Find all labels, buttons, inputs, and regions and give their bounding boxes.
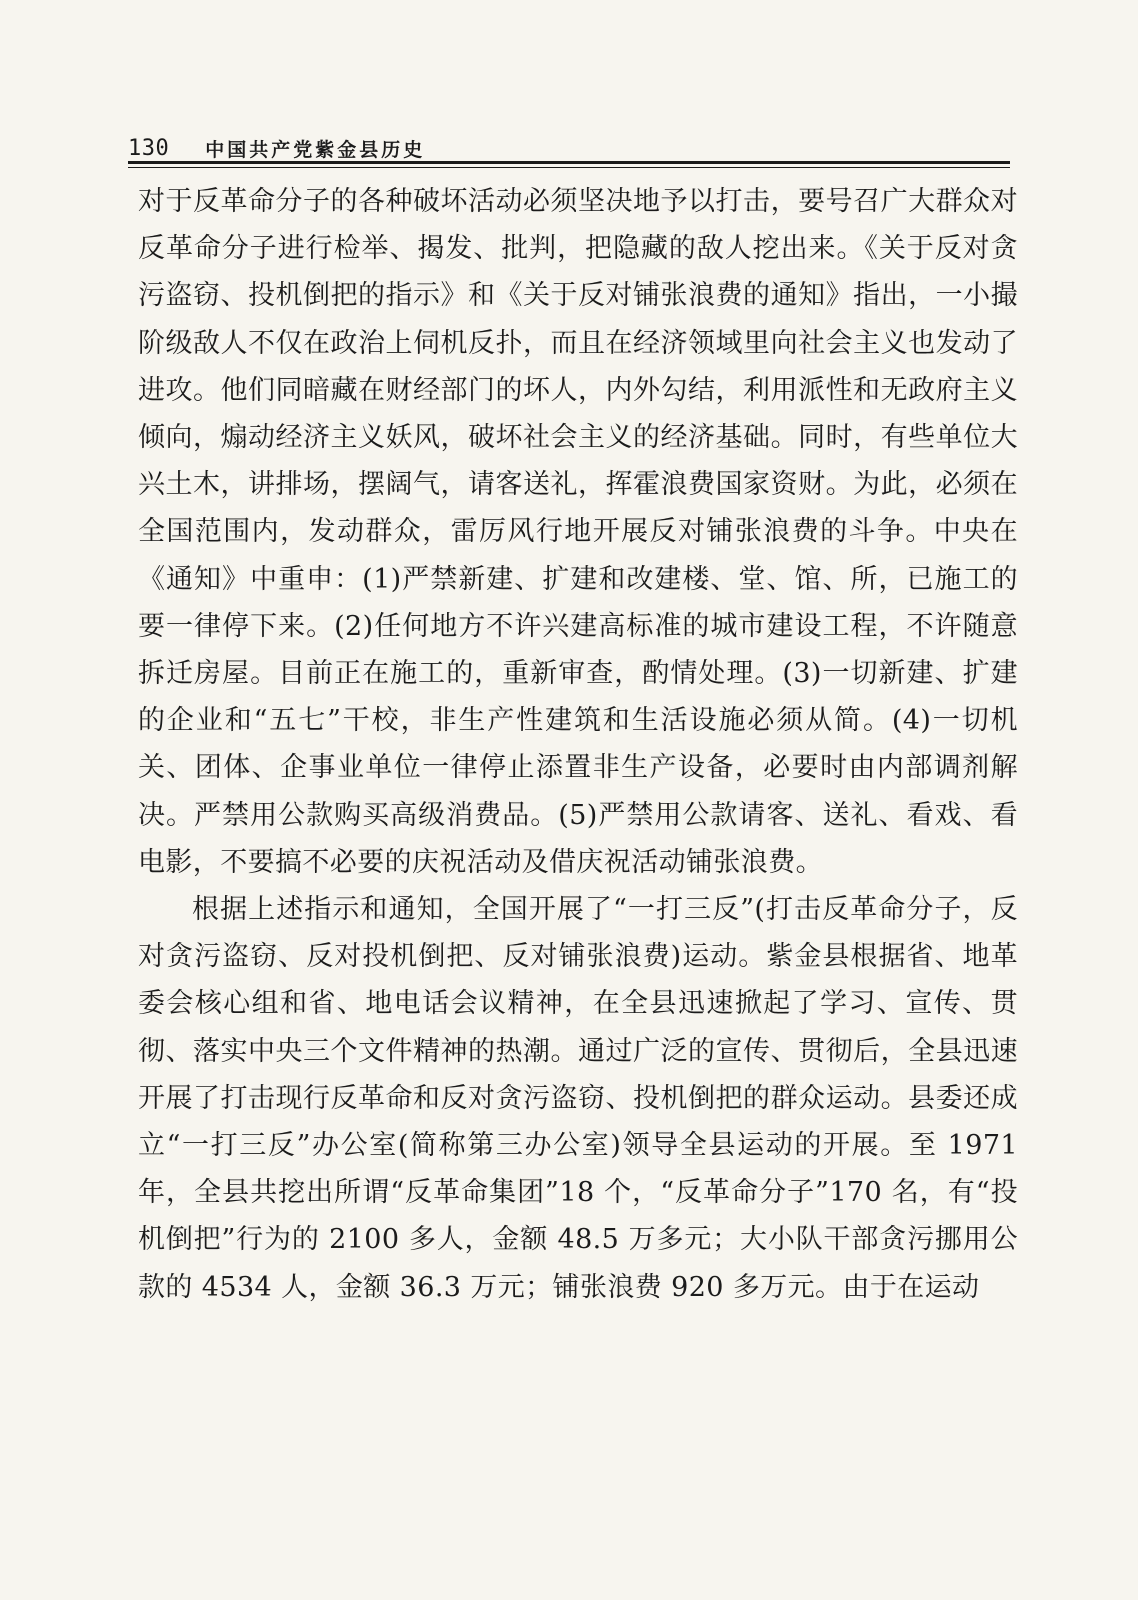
page-number: 130	[128, 136, 170, 161]
paragraph-yi-da-san-fan: 根据上述指示和通知，全国开展了“一打三反”(打击反革命分子，反对贪污盗窃、反对投机倒把、反对铺张浪费)运动。紫金县根据省、地革委会核心组和省、地电话会议精神，在全县迅速掀起了学习、宣传、贯彻、落实中央三个文件精神的热潮。通过广泛的宣传、贯彻后，全县迅速开展了打击现行反革命和反对贪污盗窃、投机倒把的群众运动。县委还成立“一打三反”办公室(简称第三办公室)领导全县运动的开展。至 1971 年，全县共挖出所谓“反革命集团”18 个，“反革命分子”170 名，有“投机倒把”行为的 2100 多人，金额 48.5 万多元；大小队干部贪污挪用公款的 4534 人，金额 36.3 万元；铺张浪费 920 多万元。由于在运动	[138, 894, 1018, 1303]
text-body	[138, 178, 1018, 1311]
book-title: 中国共产党紫金县历史	[205, 139, 426, 161]
paragraph-continued: 对于反革命分子的各种破坏活动必须坚决地予以打击，要号召广大群众对反革命分子进行检举、揭发、批判，把隐藏的敌人挖出来。《关于反对贪污盗窃、投机倒把的指示》和《关于反对铺张浪费的通知》指出，一小撮阶级敌人不仅在政治上伺机反扑，而且在经济领域里向社会主义也发动了进攻。他们同暗藏在财经部门的坏人，内外勾结，利用派性和无政府主义倾向，煽动经济主义妖风，破坏社会主义的经济基础。同时，有些单位大兴土木，讲排场，摆阔气，请客送礼，挥霍浪费国家资财。为此，必须在全国范围内，发动群众，雷厉风行地开展反对铺张浪费的斗争。中央在《通知》中重申：(1)严禁新建、扩建和改建楼、堂、馆、所，已施工的要一律停下来。(2)任何地方不许兴建高标准的城市建设工程，不许随意拆迁房屋。目前正在施工的，重新审查，酌情处理。(3)一切新建、扩建的企业和“五七”干校，非生产性建筑和生活设施必须从简。(4)一切机关、团体、企事业单位一律停止添置非生产设备，必要时由内部调剂解决。严禁用公款购买高级消费品。(5)严禁用公款请客、送礼、看戏、看电影，不要搞不必要的庆祝活动及借庆祝活动铺张浪费。	[138, 186, 1018, 878]
running-header	[128, 126, 1008, 160]
header-rule-thin	[128, 167, 1010, 168]
header-rule-thick	[128, 161, 1010, 164]
